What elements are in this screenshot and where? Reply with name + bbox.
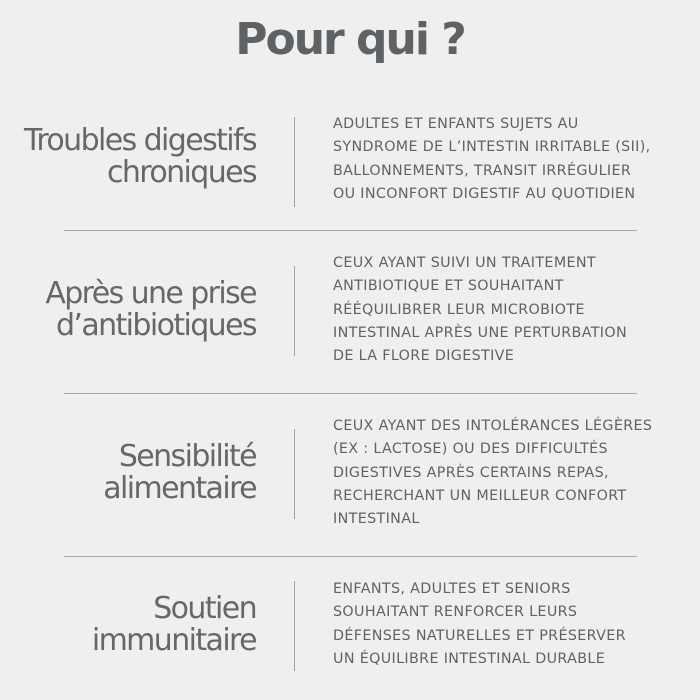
horizontal-divider bbox=[64, 230, 637, 231]
section-description-food-sensitivity bbox=[333, 415, 699, 531]
heading-line: Après une prise bbox=[45, 276, 256, 311]
vertical-divider bbox=[294, 429, 295, 519]
heading-line: Soutien bbox=[153, 591, 256, 626]
description-line: SOUHAITANT RENFORCER LEURS bbox=[333, 604, 578, 621]
section-heading-immune-support bbox=[92, 593, 256, 657]
horizontal-divider bbox=[64, 556, 637, 557]
description-line: CEUX AYANT SUIVI UN TRAITEMENT bbox=[333, 255, 597, 271]
section-description-digestive bbox=[333, 113, 699, 206]
description-line: BALLONNEMENTS, TRANSIT IRRÉGULIER bbox=[333, 162, 632, 179]
description-line: RÉÉQUILIBRER LEUR MICROBIOTE bbox=[333, 301, 585, 318]
section-heading-antibiotics bbox=[45, 278, 256, 342]
description-line: OU INCONFORT DIGESTIF AU QUOTIDIEN bbox=[333, 185, 636, 202]
section-description-antibiotics bbox=[333, 252, 699, 368]
heading-line: d’antibiotiques bbox=[55, 308, 256, 343]
heading-line: Troubles digestifs bbox=[24, 123, 256, 158]
page-title: Pour qui ? bbox=[235, 14, 465, 65]
vertical-divider bbox=[294, 117, 295, 207]
section-description-immune-support bbox=[333, 578, 699, 671]
description-line: UN ÉQUILIBRE INTESTINAL DURABLE bbox=[333, 650, 606, 667]
section-heading-food-sensitivity bbox=[103, 441, 256, 505]
description-line: INTESTINAL APRÈS UNE PERTURBATION bbox=[333, 324, 628, 341]
description-line: SYNDROME DE L’INTESTIN IRRITABLE (SII), bbox=[333, 139, 651, 156]
heading-line: immunitaire bbox=[91, 623, 256, 658]
vertical-divider bbox=[294, 266, 295, 356]
description-line: (EX : LACTOSE) OU DES DIFFICULTÉS bbox=[333, 441, 608, 458]
description-line: ADULTES ET ENFANTS SUJETS AU bbox=[333, 116, 579, 132]
vertical-divider bbox=[294, 581, 295, 671]
description-line: DE LA FLORE DIGESTIVE bbox=[333, 348, 515, 365]
description-line: RECHERCHANT UN MEILLEUR CONFORT bbox=[333, 487, 627, 504]
description-line: ANTIBIOTIQUE ET SOUHAITANT bbox=[333, 278, 564, 295]
horizontal-divider bbox=[64, 393, 637, 394]
heading-line: chroniques bbox=[106, 155, 256, 190]
section-heading-digestive bbox=[24, 125, 256, 189]
description-line: ENFANTS, ADULTES ET SENIORS bbox=[333, 581, 571, 597]
description-line: DIGESTIVES APRÈS CERTAINS REPAS, bbox=[333, 464, 609, 481]
heading-line: alimentaire bbox=[103, 471, 256, 506]
heading-line: Sensibilité bbox=[118, 439, 256, 474]
description-line: DÉFENSES NATURELLES ET PRÉSERVER bbox=[333, 627, 626, 644]
description-line: CEUX AYANT DES INTOLÉRANCES LÉGÈRES bbox=[333, 418, 653, 434]
description-line: INTESTINAL bbox=[333, 511, 420, 528]
